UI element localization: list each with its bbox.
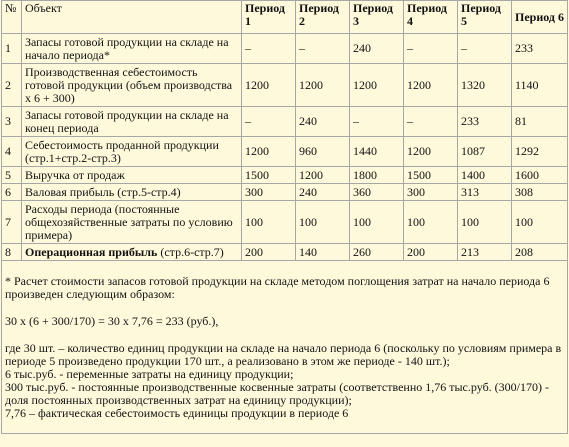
row-value: 100 [296, 201, 350, 244]
row-value: 1200 [404, 137, 458, 167]
table-row [2, 107, 568, 137]
row-value: 200 [404, 244, 458, 261]
row-num: 2 [2, 64, 22, 107]
row-label-bold: Операционная прибыль [25, 244, 158, 259]
footnote [2, 261, 568, 434]
row-value: 1440 [350, 137, 404, 167]
row-num: 6 [2, 184, 22, 201]
row-value: – [242, 107, 296, 137]
row-label: Производственная себестоимость готовой продукции (объем производства х 6 + 300) [22, 64, 242, 107]
footnote-line: * Расчет стоимости запасов готовой продукции на складе методом поглощения затрат на начало периода 6 произведен следующим образом: [5, 273, 550, 301]
row-value: 308 [512, 184, 568, 201]
table-row [2, 167, 568, 184]
row-value: 1500 [404, 167, 458, 184]
table-row [2, 201, 568, 244]
row-label [22, 244, 242, 261]
row-value: 1400 [458, 167, 512, 184]
row-label: Запасы готовой продукции на складе на конец периода [22, 107, 242, 137]
profit-table [1, 0, 568, 434]
header-period-1: Период 1 [242, 1, 296, 34]
row-value: – [296, 34, 350, 64]
row-value: – [404, 34, 458, 64]
header-period-5: Период 5 [458, 1, 512, 34]
header-period-3: Период 3 [350, 1, 404, 34]
table-row [2, 64, 568, 107]
row-value: 200 [242, 244, 296, 261]
row-value: 1320 [458, 64, 512, 107]
row-value: 1500 [242, 167, 296, 184]
row-value: 100 [512, 201, 568, 244]
row-value: 1800 [350, 167, 404, 184]
row-value: 1200 [242, 64, 296, 107]
row-label: Валовая прибыль (стр.5-стр.4) [22, 184, 242, 201]
row-value: 300 [242, 184, 296, 201]
row-num: 7 [2, 201, 22, 244]
row-value: 81 [512, 107, 568, 137]
row-value: 213 [458, 244, 512, 261]
row-num: 8 [2, 244, 22, 261]
row-value: 260 [350, 244, 404, 261]
row-num: 5 [2, 167, 22, 184]
row-value: – [242, 34, 296, 64]
table-note-row [2, 261, 568, 434]
table-row-total [2, 244, 568, 261]
row-value: 233 [458, 107, 512, 137]
row-value: 313 [458, 184, 512, 201]
row-label: Расходы периода (постоянные общехозяйственные затраты по условию примера) [22, 201, 242, 244]
row-value: 1140 [512, 64, 568, 107]
row-value: 100 [350, 201, 404, 244]
header-object: Объект [22, 1, 242, 34]
row-value: 1200 [404, 64, 458, 107]
table-header-row [2, 1, 568, 34]
row-value: 1200 [242, 137, 296, 167]
row-value: 100 [404, 201, 458, 244]
row-num: 1 [2, 34, 22, 64]
row-num: 4 [2, 137, 22, 167]
table-row [2, 184, 568, 201]
row-value: 1200 [350, 64, 404, 107]
row-value: 100 [242, 201, 296, 244]
row-value: 100 [458, 201, 512, 244]
row-value: 140 [296, 244, 350, 261]
row-value: 1200 [296, 167, 350, 184]
footnote-line: 7,76 – фактическая себестоимость единицы продукции в периоде 6 [5, 405, 349, 420]
row-value: 360 [350, 184, 404, 201]
row-value: 1600 [512, 167, 568, 184]
row-value: 240 [296, 184, 350, 201]
row-value: – [404, 107, 458, 137]
header-num: № [2, 1, 22, 34]
table-row [2, 137, 568, 167]
footnote-line: где 30 шт. – количество единиц продукции на складе на начало периода 6 (поскольку по условиям примера в периоде 5 произведено продукции 170 шт., а реализовано в этом же периоде - 140 шт.); [5, 340, 562, 368]
footnote-line: 300 тыс.руб. - постоянные производственные косвенные затраты (соответственно 1,76 тыс.руб. (300/170) - доля постоянных производственных затрат на единицу продукции); [5, 379, 549, 407]
footnote-line: 6 тыс.руб. - переменные затраты на единицу продукции; [5, 366, 294, 381]
row-value: – [350, 107, 404, 137]
row-value: 240 [296, 107, 350, 137]
header-period-6: Период 6 [512, 1, 568, 34]
header-period-2: Период 2 [296, 1, 350, 34]
row-label-rest: (стр.6-стр.7) [157, 244, 224, 259]
header-period-4: Период 4 [404, 1, 458, 34]
row-value: 300 [404, 184, 458, 201]
footnote-formula: 30 х (6 + 300/170) = 30 х 7,76 = 233 (руб.), [5, 313, 219, 328]
row-value: 1292 [512, 137, 568, 167]
table-row [2, 34, 568, 64]
row-label: Запасы готовой продукции на складе на начало периода* [22, 34, 242, 64]
row-value: 240 [350, 34, 404, 64]
row-value: 233 [512, 34, 568, 64]
row-num: 3 [2, 107, 22, 137]
row-value: 1087 [458, 137, 512, 167]
row-label: Себестоимость проданной продукции (стр.1+стр.2-стр.3) [22, 137, 242, 167]
row-value: – [458, 34, 512, 64]
row-label: Выручка от продаж [22, 167, 242, 184]
row-value: 1200 [296, 64, 350, 107]
row-value: 960 [296, 137, 350, 167]
row-value: 208 [512, 244, 568, 261]
